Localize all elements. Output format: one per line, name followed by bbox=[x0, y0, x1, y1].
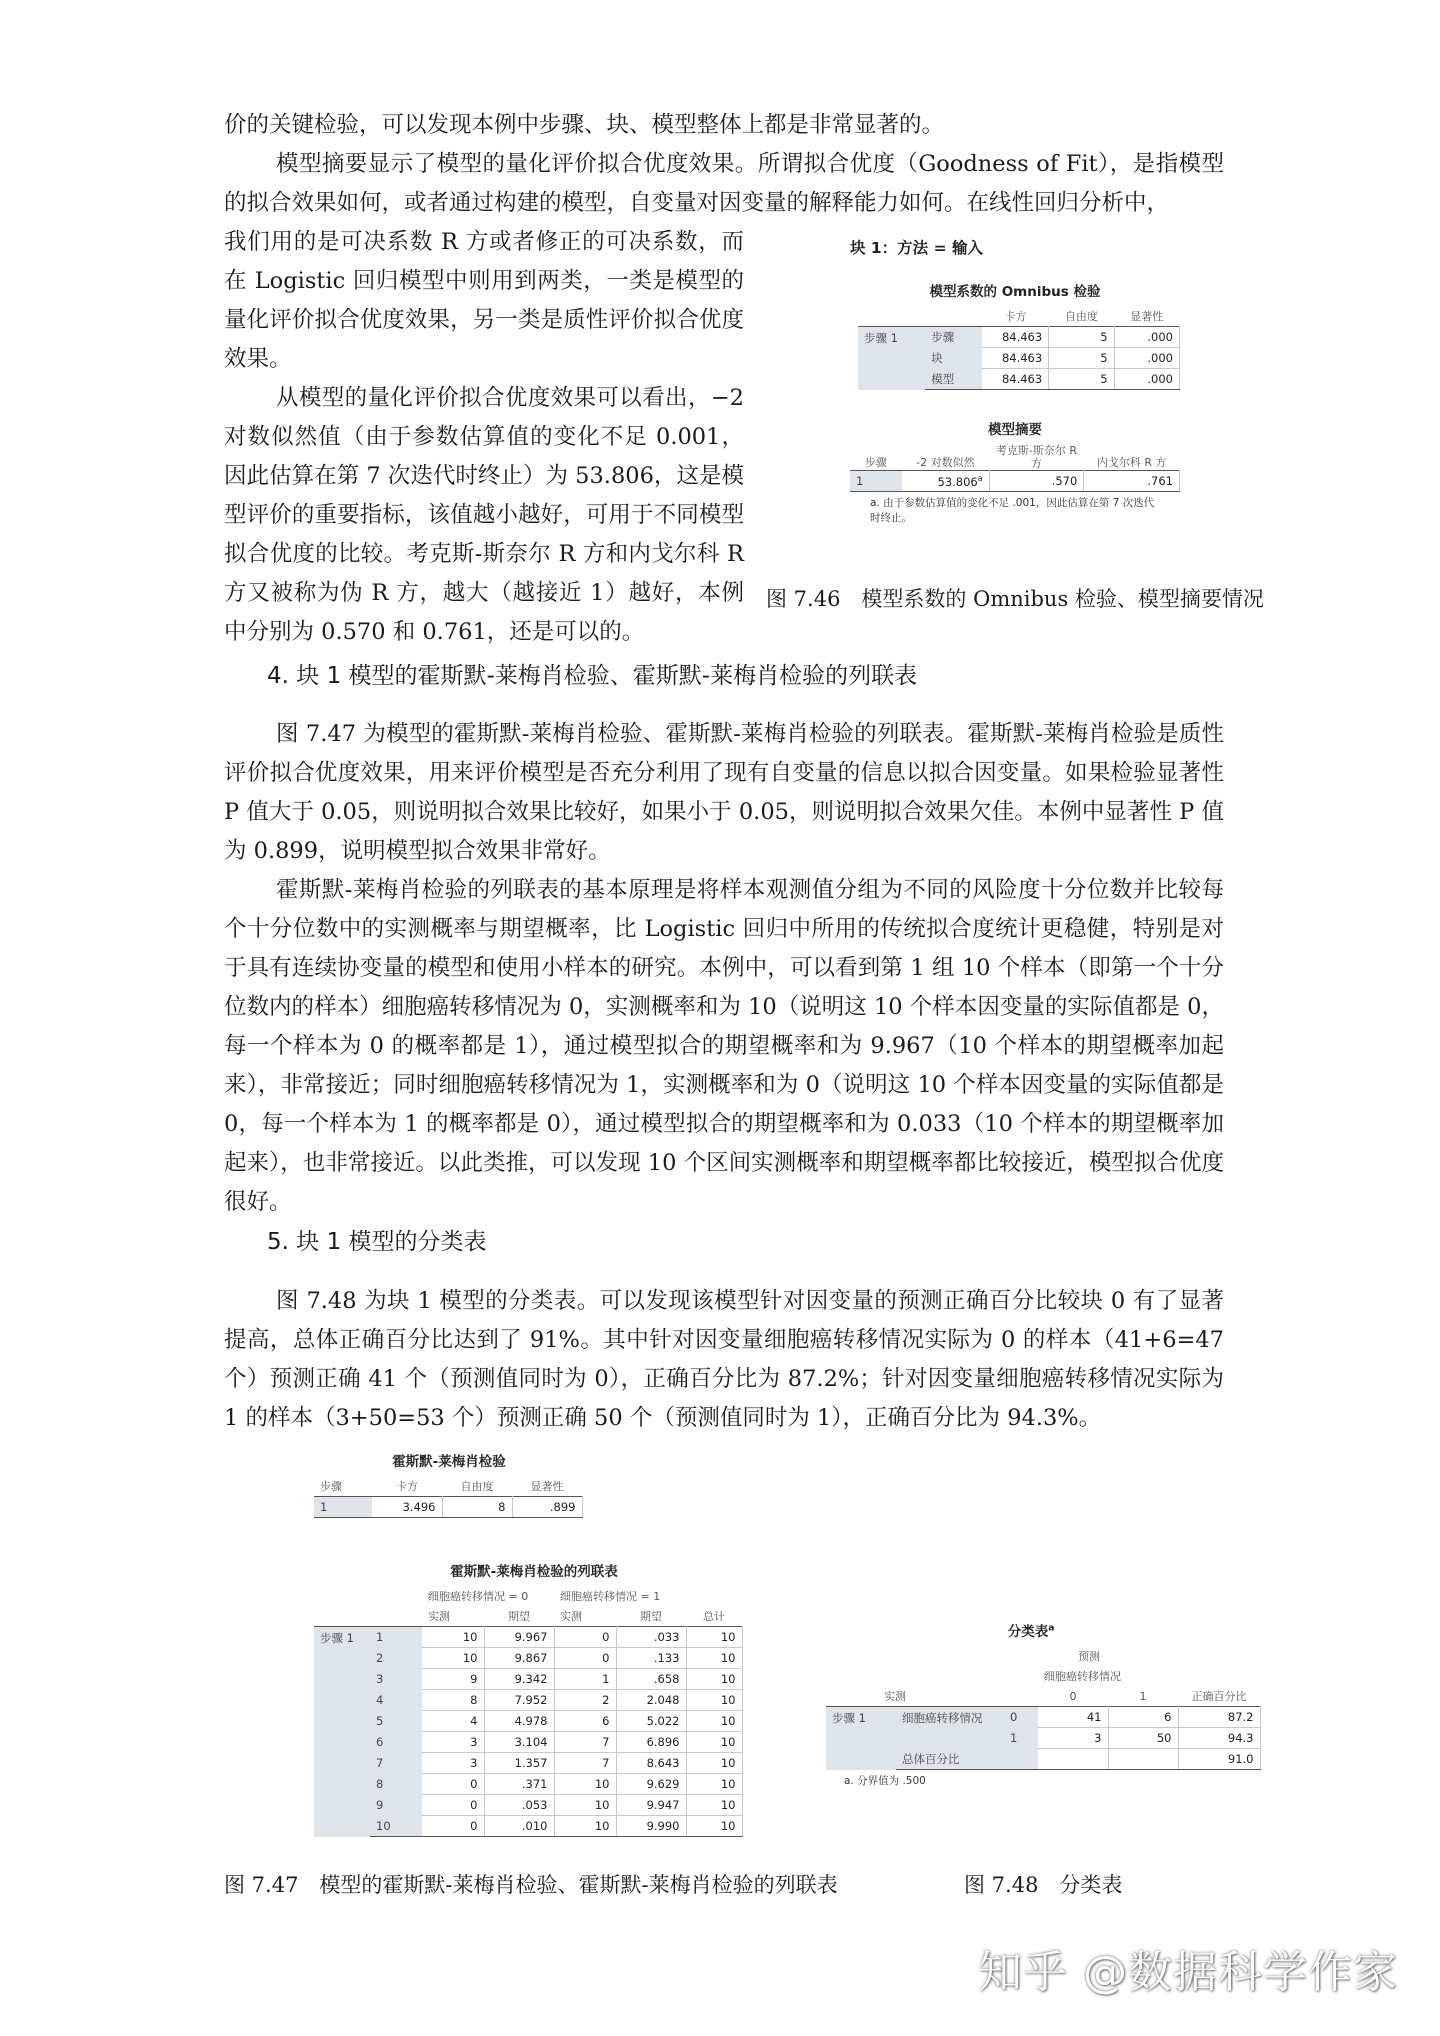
contingency-cell: 7 bbox=[554, 1753, 616, 1774]
classification-title-wrap bbox=[826, 1620, 1236, 1640]
contingency-group-label: 1 bbox=[370, 1627, 422, 1648]
paragraph-6: 图 7.48 为块 1 模型的分类表。可以发现该模型针对因变量的预测正确百分比较块 0 有了显著提高，总体正确百分比达到了 91%。其中针对因变量细胞癌转移情况实际为 0 的样本（41+6=47 个）预测正确 41 个（预测值同时为 0），正确百分比为 87.2%；针对因变量细胞癌转移情况实际为 1 的样本（3+50=53 个）预测正确 50 个（预测值同时为 1），正确百分比为 94.3%。 bbox=[224, 1288, 1224, 1431]
table-row bbox=[314, 1690, 742, 1711]
class-cell: 3 bbox=[1038, 1728, 1108, 1749]
sub-header: 期望 bbox=[508, 1610, 530, 1623]
contingency-group-label: 7 bbox=[370, 1753, 422, 1774]
group-1-header: 细胞癌转移情况 = 1 bbox=[560, 1590, 661, 1603]
summary-nagelkerke: .761 bbox=[1084, 471, 1180, 492]
paragraph-3: 从模型的量化评价拟合优度效果可以看出，−2 对数似然值（由于参数估算值的变化不足 0.001，因此估算在第 7 次迭代时终止）为 53.806，这是模型评价的重要指标，该值越小越好，可用于不同模型拟合优度的比较。考克斯-斯奈尔 R 方和内戈尔科 R 方又被称为伪 R 方，越大（越接近 1）越好，本例中分别为 0.570 和 0.761，还是可以的。 bbox=[224, 385, 744, 645]
contingency-group-label: 4 bbox=[370, 1690, 422, 1711]
overall-pct: 91.0 bbox=[1178, 1749, 1260, 1770]
omnibus-cell: .000 bbox=[1114, 348, 1179, 369]
contingency-cell: 0 bbox=[422, 1795, 484, 1816]
omnibus-row-label: 块 bbox=[925, 348, 982, 369]
class-cell: 87.2 bbox=[1178, 1707, 1260, 1728]
contingency-cell: 10 bbox=[686, 1627, 742, 1648]
overall-label: 总体百分比 bbox=[896, 1749, 1038, 1770]
summary-footnote: a. 由于参数估算值的变化不足 .001，因此估算在第 7 次迭代时终止。 bbox=[870, 497, 1155, 524]
sub-header: 实测 bbox=[428, 1610, 450, 1623]
omnibus-header: 卡方 bbox=[1004, 310, 1027, 323]
pred-col-0: 0 bbox=[1069, 1689, 1077, 1703]
contingency-cell: 8 bbox=[422, 1690, 484, 1711]
contingency-cell: 7 bbox=[554, 1732, 616, 1753]
classification-footnote: a. 分界值为 .500 bbox=[844, 1775, 926, 1787]
hosmer-lemeshow-test bbox=[314, 1450, 584, 1518]
contingency-cell: 9.990 bbox=[616, 1816, 686, 1837]
contingency-cell: 9.342 bbox=[484, 1669, 554, 1690]
model-summary-table bbox=[850, 444, 1180, 492]
summary-loglik: 53.806 bbox=[937, 474, 978, 489]
footnote-marker: a bbox=[977, 473, 983, 483]
summary-step: 1 bbox=[850, 471, 902, 492]
caption-fig-7-47: 图 7.47 模型的霍斯默-莱梅肖检验、霍斯默-莱梅肖检验的列联表 bbox=[224, 1873, 838, 1897]
figure-7-46 bbox=[850, 236, 1180, 526]
class-cell: 94.3 bbox=[1178, 1728, 1260, 1749]
caption-fig-7-46: 图 7.46 模型系数的 Omnibus 检验、模型摘要情况 bbox=[766, 587, 1264, 611]
group-0-header: 细胞癌转移情况 = 0 bbox=[428, 1590, 529, 1603]
contingency-group-label: 10 bbox=[370, 1816, 422, 1837]
contingency-cell: 0 bbox=[422, 1816, 484, 1837]
hl-header: 自由度 bbox=[460, 1480, 494, 1493]
contingency-cell: .010 bbox=[484, 1816, 554, 1837]
contingency-table bbox=[314, 1586, 743, 1837]
contingency-cell: 0 bbox=[422, 1774, 484, 1795]
contingency-cell: 7.952 bbox=[484, 1690, 554, 1711]
table-row bbox=[314, 1753, 742, 1774]
classification-table bbox=[826, 1646, 1261, 1770]
summary-header: -2 对数似然 bbox=[916, 456, 975, 469]
omnibus-cell: 84.463 bbox=[982, 369, 1048, 390]
model-summary-title: 模型摘要 bbox=[988, 422, 1042, 438]
contingency-group-label: 2 bbox=[370, 1648, 422, 1669]
observed-header: 实测 bbox=[884, 1690, 906, 1703]
hl-df: 8 bbox=[442, 1497, 512, 1518]
paragraph-5: 霍斯默-莱梅肖检验的列联表的基本原理是将样本观测值分组为不同的风险度十分位数并比较每个十分位数中的实测概率与期望概率，比 Logistic 回归中所用的传统拟合度统计更稳健，特别是对于具有连续协变量的模型和使用小样本的研究。本例中，可以看到第 1 组 10 个样本（即第一个十分位数内的样本）细胞癌转移情况为 0，实测概率和为 10（说明这 10 个样本因变量的实际值都是 0，每一个样本为 0 的概率都是 1），通过模型拟合的期望概率和为 9.967（10 个样本的期望概率加起来），非常接近；同时细胞癌转移情况为 1，实测概率和为 0（说明这 10 个样本因变量的实际值都是 0，每一个样本为 1 的概率都是 0），通过模型拟合的期望概率和为 0.033（10 个样本的期望概率加起来），也非常接近。以此类推，可以发现 10 个区间实测概率和期望概率都比较接近，模型拟合优度很好。 bbox=[224, 877, 1224, 1215]
omnibus-group: 步骤 1 bbox=[858, 327, 925, 390]
sub-header: 期望 bbox=[640, 1610, 662, 1623]
class-row-label: 0 bbox=[1004, 1707, 1038, 1728]
summary-header: 考克斯-斯奈尔 R 方 bbox=[995, 444, 1078, 470]
class-var: 细胞癌转移情况 bbox=[896, 1707, 1004, 1749]
contingency-cell: .053 bbox=[484, 1795, 554, 1816]
table-row bbox=[314, 1732, 742, 1753]
contingency-cell: 9.967 bbox=[484, 1627, 554, 1648]
paragraph-2b: 我们用的是可决系数 R 方或者修正的可决系数，而在 Logistic 回归模型中则用到两类，一类是模型的量化评价拟合优度效果，另一类是质性评价拟合优度效果。 bbox=[224, 229, 744, 372]
contingency-cell: 2 bbox=[554, 1690, 616, 1711]
class-cell: 41 bbox=[1038, 1707, 1108, 1728]
omnibus-cell: 5 bbox=[1049, 348, 1114, 369]
predicted-var-header: 细胞癌转移情况 bbox=[1044, 1670, 1121, 1683]
contingency-cell: 4 bbox=[422, 1711, 484, 1732]
contingency-cell: 1 bbox=[554, 1669, 616, 1690]
table-row bbox=[314, 1795, 742, 1816]
contingency-cell: 10 bbox=[422, 1627, 484, 1648]
contingency-cell: 6.896 bbox=[616, 1732, 686, 1753]
predicted-header: 预测 bbox=[1078, 1650, 1100, 1663]
sub-header: 总计 bbox=[703, 1610, 725, 1623]
contingency-cell: 9.947 bbox=[616, 1795, 686, 1816]
contingency-cell: 9.867 bbox=[484, 1648, 554, 1669]
contingency-cell: 3 bbox=[422, 1753, 484, 1774]
contingency-step-group: 步骤 1 bbox=[314, 1627, 370, 1837]
contingency-cell: 10 bbox=[422, 1648, 484, 1669]
contingency-cell: 10 bbox=[686, 1669, 742, 1690]
classification-title: 分类表 bbox=[1007, 1624, 1049, 1640]
section-heading-5: 5. 块 1 模型的分类表 bbox=[267, 1229, 487, 1255]
contingency-cell: 1.357 bbox=[484, 1753, 554, 1774]
omnibus-cell: 84.463 bbox=[982, 348, 1048, 369]
contingency-cell: 3.104 bbox=[484, 1732, 554, 1753]
contingency-cell: .033 bbox=[616, 1627, 686, 1648]
contingency-cell: 9 bbox=[422, 1669, 484, 1690]
contingency-cell: 0 bbox=[554, 1648, 616, 1669]
contingency-cell: 10 bbox=[686, 1795, 742, 1816]
contingency-group-label: 5 bbox=[370, 1711, 422, 1732]
caption-fig-7-48: 图 7.48 分类表 bbox=[964, 1873, 1123, 1897]
class-cell: 6 bbox=[1108, 1707, 1178, 1728]
class-step: 步骤 1 bbox=[826, 1707, 896, 1770]
table-row bbox=[314, 1648, 742, 1669]
summary-header: 步骤 bbox=[864, 456, 887, 469]
block-title: 块 1：方法 = 输入 bbox=[850, 239, 983, 257]
contingency-title: 霍斯默-莱梅肖检验的列联表 bbox=[450, 1564, 618, 1580]
contingency-cell: .371 bbox=[484, 1774, 554, 1795]
hl-header: 显著性 bbox=[530, 1480, 564, 1493]
contingency-table-figure bbox=[314, 1560, 754, 1837]
contingency-cell: 10 bbox=[686, 1753, 742, 1774]
hl-test-title: 霍斯默-莱梅肖检验 bbox=[392, 1454, 506, 1470]
omnibus-header: 自由度 bbox=[1064, 310, 1098, 323]
summary-cox: .570 bbox=[989, 471, 1084, 492]
contingency-cell: 0 bbox=[554, 1627, 616, 1648]
omnibus-table bbox=[858, 306, 1180, 390]
class-cell: 50 bbox=[1108, 1728, 1178, 1749]
contingency-cell: 10 bbox=[554, 1774, 616, 1795]
contingency-cell: 10 bbox=[686, 1816, 742, 1837]
contingency-cell: 10 bbox=[686, 1711, 742, 1732]
omnibus-cell: .000 bbox=[1114, 327, 1179, 348]
contingency-cell: .133 bbox=[616, 1648, 686, 1669]
contingency-group-label: 8 bbox=[370, 1774, 422, 1795]
contingency-cell: 10 bbox=[686, 1690, 742, 1711]
omnibus-header: 显著性 bbox=[1130, 310, 1164, 323]
contingency-cell: 10 bbox=[554, 1816, 616, 1837]
paragraph-2a: 模型摘要显示了模型的量化评价拟合优度效果。所谓拟合优度（Goodness of Fit），是指模型的拟合效果如何，或者通过构建的模型，自变量对因变量的解释能力如何。在线性回归分析中， bbox=[224, 151, 1224, 216]
omnibus-cell: 5 bbox=[1049, 327, 1114, 348]
omnibus-cell: 84.463 bbox=[982, 327, 1048, 348]
summary-header: 内戈尔科 R 方 bbox=[1096, 456, 1167, 469]
paragraph-1: 价的关键检验，可以发现本例中步骤、块、模型整体上都是非常显著的。 bbox=[224, 112, 945, 138]
contingency-cell: .658 bbox=[616, 1669, 686, 1690]
hl-sig: .899 bbox=[512, 1497, 582, 1518]
contingency-cell: 4.978 bbox=[484, 1711, 554, 1732]
contingency-cell: 6 bbox=[554, 1711, 616, 1732]
contingency-group-label: 6 bbox=[370, 1732, 422, 1753]
pct-header: 正确百分比 bbox=[1191, 1690, 1247, 1703]
hl-test-table bbox=[314, 1476, 583, 1518]
contingency-group-label: 3 bbox=[370, 1669, 422, 1690]
section-heading-4: 4. 块 1 模型的霍斯默-莱梅肖检验、霍斯默-莱梅肖检验的列联表 bbox=[267, 663, 918, 689]
table-row bbox=[314, 1774, 742, 1795]
contingency-cell: 5.022 bbox=[616, 1711, 686, 1732]
contingency-cell: 10 bbox=[554, 1795, 616, 1816]
footnote-marker: a bbox=[1048, 1623, 1055, 1634]
contingency-cell: 3 bbox=[422, 1732, 484, 1753]
classification-table-figure bbox=[826, 1620, 1261, 1789]
paragraph-4: 图 7.47 为模型的霍斯默-莱梅肖检验、霍斯默-莱梅肖检验的列联表。霍斯默-莱梅肖检验是质性评价拟合优度效果，用来评价模型是否充分利用了现有自变量的信息以拟合因变量。如果检验显著性 P 值大于 0.05，则说明拟合效果比较好，如果小于 0.05，则说明拟合效果欠佳。本例中显著性 P 值为 0.899，说明模型拟合效果非常好。 bbox=[224, 721, 1224, 864]
contingency-cell: 9.629 bbox=[616, 1774, 686, 1795]
omnibus-title: 模型系数的 Omnibus 检验 bbox=[929, 284, 1101, 300]
hl-header: 卡方 bbox=[396, 1480, 418, 1493]
table-row bbox=[314, 1669, 742, 1690]
table-row bbox=[314, 1711, 742, 1732]
contingency-cell: 10 bbox=[686, 1732, 742, 1753]
table-row bbox=[314, 1816, 742, 1837]
contingency-group-label: 9 bbox=[370, 1795, 422, 1816]
omnibus-row-label: 步骤 bbox=[925, 327, 982, 348]
contingency-cell: 8.643 bbox=[616, 1753, 686, 1774]
hl-chisq: 3.496 bbox=[372, 1497, 442, 1518]
sub-header: 实测 bbox=[560, 1610, 582, 1623]
watermark: 知乎 @数据科学作家 bbox=[978, 1947, 1398, 1998]
omnibus-cell: .000 bbox=[1114, 369, 1179, 390]
summary-loglik-cell bbox=[902, 471, 990, 492]
hl-header: 步骤 bbox=[320, 1480, 342, 1493]
omnibus-row-label: 模型 bbox=[925, 369, 982, 390]
hl-step: 1 bbox=[314, 1497, 372, 1518]
contingency-cell: 2.048 bbox=[616, 1690, 686, 1711]
table-row bbox=[314, 1627, 742, 1648]
contingency-cell: 10 bbox=[686, 1648, 742, 1669]
class-row-label: 1 bbox=[1004, 1728, 1038, 1749]
contingency-cell: 10 bbox=[686, 1774, 742, 1795]
pred-col-1: 1 bbox=[1139, 1689, 1147, 1703]
omnibus-cell: 5 bbox=[1049, 369, 1114, 390]
